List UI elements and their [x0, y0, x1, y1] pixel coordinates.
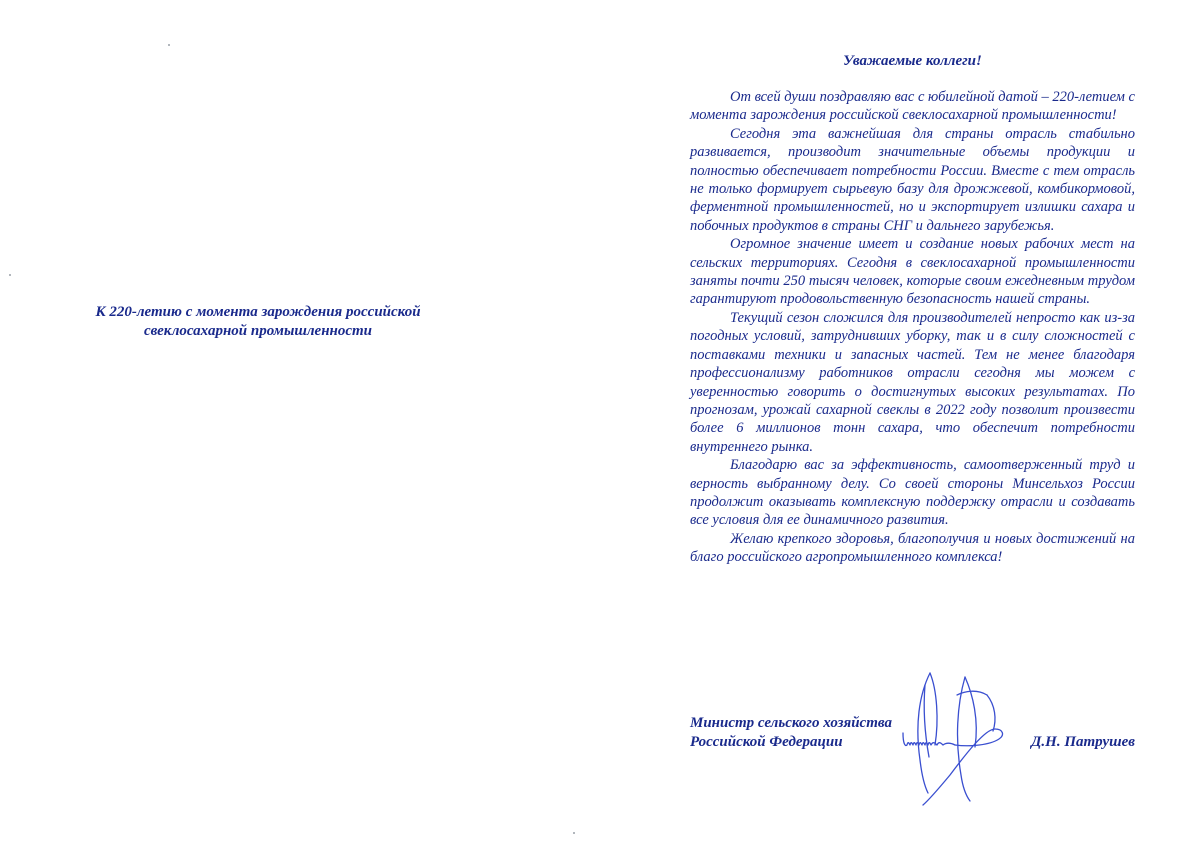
fold-mark-top: [168, 44, 170, 46]
fold-mark-bottom: [573, 832, 575, 834]
dedication-line-1: К 220-летию с момента зарождения российской: [95, 304, 421, 320]
letter-paragraph-4: Текущий сезон сложился для производителей непросто как из-за погодных условий, затруднивших уборку, так и в силу сложностей с поставками техники и запасных частей. Тем не менее благодаря профессионализму работников отрасли сегодня мы можем с уверенностью говорить о достигнутых высоких результатах. По прогнозам, урожай сахарной свеклы в 2022 году позволит произвести более 6 миллионов тонн сахара, что обеспечит потребности внутреннего рынка.: [690, 309, 1135, 455]
signatory-name: Д.Н. Патрушев: [1031, 734, 1135, 750]
letter-paragraph-5: Благодарю вас за эффективность, самоотверженный труд и верность выбранному делу. Со своей стороны Минсельхоз России продолжит оказывать комплексную поддержку отрасли и создавать все условия для ее динамичного развития.: [690, 457, 1135, 529]
letter-paragraph-6: Желаю крепкого здоровья, благополучия и новых достижений на благо российского агропромышленного комплекса!: [690, 530, 1135, 566]
signatory-title-line-2: Российской Федерации: [690, 734, 843, 750]
fold-mark-left: [9, 274, 11, 276]
letter-paragraph-1: От всей души поздравляю вас с юбилейной датой – 220-летием с момента зарождения российской свеклосахарной промышленности!: [690, 89, 1135, 124]
letter-paragraph-3: Огромное значение имеет и создание новых рабочих мест на сельских территориях. Сегодня в свеклосахарной промышленности заняты почти 250 тысяч человек, которые своим ежедневным трудом гарантируют продовольственную безопасность нашей страны.: [690, 236, 1135, 308]
handwritten-signature-icon: [895, 665, 1015, 810]
letter-paragraph-2: Сегодня эта важнейшая для страны отрасль стабильно развивается, производит значительные объемы продукции и полностью обеспечивает потребности России. Вместе с тем отрасль не только формирует сырьевую базу для дрожжевой, комбикормовой, ферментной промышленностей, но и экспортирует излишки сахара и побочных продуктов в страны СНГ и дальнего зарубежья.: [690, 125, 1135, 234]
signatory-title-line-1: Министр сельского хозяйства: [690, 715, 892, 731]
letter-body: [690, 88, 1135, 567]
dedication-title: [58, 303, 458, 341]
dedication-line-2: свеклосахарной промышленности: [143, 323, 373, 339]
salutation: Уважаемые коллеги!: [843, 53, 982, 69]
